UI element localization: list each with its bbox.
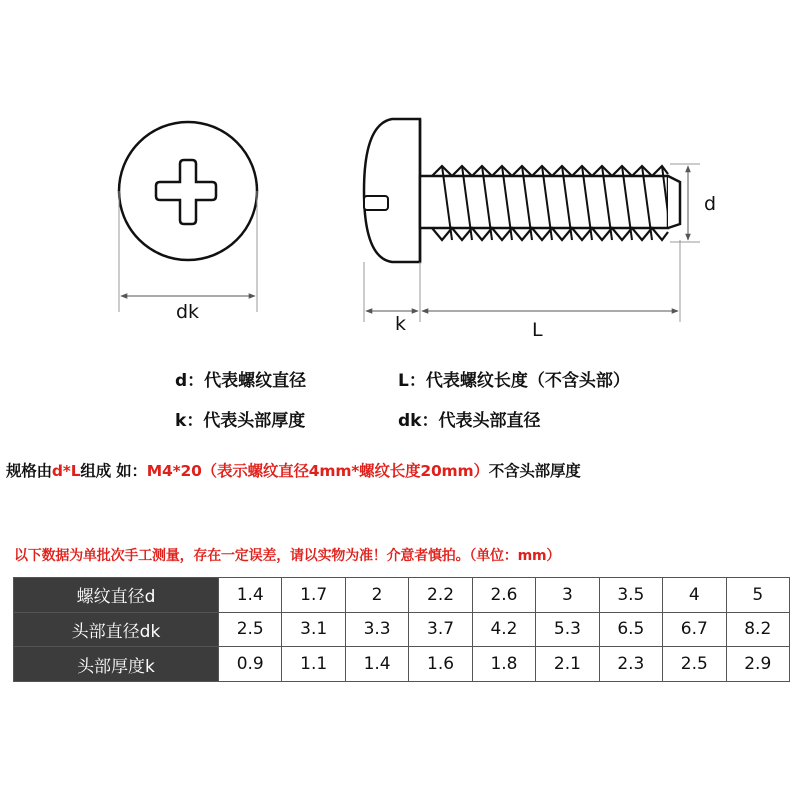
- table-cell: 8.2: [726, 612, 790, 647]
- spec-suffix: 不含头部厚度: [488, 462, 581, 480]
- screw-drawing: [0, 0, 800, 345]
- spec-table: [13, 577, 790, 682]
- dk-label: dk: [176, 301, 200, 323]
- legend-d-key: d: [175, 371, 188, 391]
- legend-d: [175, 366, 306, 391]
- row-header: 螺纹直径d: [14, 578, 219, 613]
- table-row: [14, 647, 790, 682]
- row-header: 头部厚度k: [14, 647, 219, 682]
- table-row: [14, 612, 790, 647]
- legend-dk: [398, 406, 540, 431]
- table-cell: 2: [345, 578, 408, 613]
- table-cell: 1.1: [282, 647, 345, 682]
- table-cell: 2.5: [219, 612, 282, 647]
- legend-dk-key: dk: [398, 411, 422, 431]
- spec-prefix-b: 组成 如：: [80, 462, 147, 480]
- table-cell: 4: [663, 578, 726, 613]
- table-cell: 3.1: [282, 612, 345, 647]
- legend-dk-text: ：代表头部直径: [421, 411, 541, 431]
- table-cell: 1.6: [409, 647, 472, 682]
- screw-side-view: [364, 119, 680, 262]
- table-cell: 1.7: [282, 578, 345, 613]
- k-label: k: [395, 313, 407, 335]
- legend-k: [175, 406, 305, 431]
- d-label: d: [704, 193, 717, 215]
- spec-explanation: [6, 459, 796, 481]
- table-row: [14, 578, 790, 613]
- table-cell: 6.7: [663, 612, 726, 647]
- table-cell: 6.5: [599, 612, 662, 647]
- head-top-view: [119, 122, 257, 312]
- table-cell: 3.5: [599, 578, 662, 613]
- row-header: 头部直径dk: [14, 612, 219, 647]
- spec-prefix: 规格由: [6, 462, 52, 480]
- table-cell: 5: [726, 578, 790, 613]
- legend-k-text: ：代表头部厚度: [186, 411, 306, 431]
- table-cell: 2.2: [409, 578, 472, 613]
- table-cell: 2.5: [663, 647, 726, 682]
- table-cell: 2.3: [599, 647, 662, 682]
- table-cell: 4.2: [472, 612, 535, 647]
- table-cell: 3: [536, 578, 599, 613]
- table-cell: 1.8: [472, 647, 535, 682]
- measurement-notice: 以下数据为单批次手工测量，存在一定误差，请以实物为准！介意者慎拍。（单位：mm）: [14, 548, 561, 564]
- spec-formula: d*L: [51, 462, 81, 480]
- table-cell: 1.4: [219, 578, 282, 613]
- table-cell: 2.6: [472, 578, 535, 613]
- table-cell: 3.7: [409, 612, 472, 647]
- legend-d-text: ：代表螺纹直径: [187, 371, 307, 391]
- L-label: L: [532, 319, 543, 341]
- table-cell: 0.9: [219, 647, 282, 682]
- table-cell: 5.3: [536, 612, 599, 647]
- table-cell: 3.3: [345, 612, 408, 647]
- spec-example: M4*20（表示螺纹直径4mm*螺纹长度20mm）: [146, 462, 489, 480]
- legend-L-text: ：代表螺纹长度（不含头部）: [408, 371, 630, 391]
- table-cell: 2.1: [536, 647, 599, 682]
- table-cell: 1.4: [345, 647, 408, 682]
- legend-L-key: L: [398, 371, 409, 391]
- legend-k-key: k: [175, 411, 187, 431]
- legend-L: [398, 366, 630, 391]
- table-cell: 2.9: [726, 647, 790, 682]
